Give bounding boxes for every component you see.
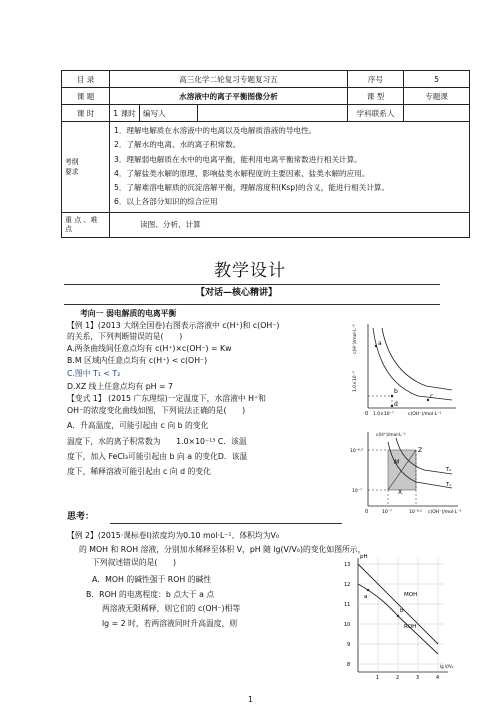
label-roh: ROH [404, 624, 417, 630]
requirement-item: 4．了解盐类水解的原理、影响盐类水解程度的主要因素、盐类水解的应用。 [114, 168, 370, 178]
label-c: c [430, 393, 434, 400]
x-tick-4: 4 [436, 675, 440, 681]
y-tick-9: 9 [347, 642, 351, 648]
y-axis-label: c(H⁺)/mol·L⁻¹ [353, 324, 358, 354]
variant1-option-a: A．升高温度，可能引起由 c 向 b 的变化 [67, 421, 209, 430]
y-tick-12: 12 [344, 582, 351, 588]
y-tick-8: 8 [347, 662, 351, 668]
think-answer-line [110, 523, 342, 524]
point-b [391, 395, 393, 397]
x-tick-label: 1.0×10⁻⁷ [373, 412, 394, 417]
label-z: Z [418, 447, 423, 454]
page-number: 1 [248, 695, 253, 704]
example2-option-c-2: lg = 2 时，若两溶液同时升高温度，则 [102, 619, 238, 628]
x-tick-2: 10⁻⁶·⁵ [409, 510, 423, 514]
variant1-stem-2: OH⁻的浓度变化曲线如图，下列说法正确的是( ) [67, 406, 246, 415]
point-b [397, 615, 399, 617]
section-title: 【对话—核心精讲】 [196, 288, 278, 298]
type-label: 课 型 [348, 88, 404, 105]
serial-value: 5 [404, 71, 470, 88]
row-label-hours: 课 时 [62, 105, 110, 122]
figure-ph-dilution [340, 550, 458, 682]
author-value [198, 105, 348, 122]
section-rule-bottom [64, 304, 440, 305]
x-tick-1: 10⁻⁷ [382, 510, 392, 514]
grid [358, 558, 444, 672]
lesson-topic: 水溶液中的离子平衡图像分析 [110, 88, 348, 105]
x-tick-2: 2 [396, 675, 400, 681]
label-d: d [394, 401, 398, 408]
x-axis-label: c(OH⁻)/mol·L⁻¹ [408, 412, 442, 417]
row-label-syllabus [62, 122, 110, 213]
example1-stem-1: 【例 1】(2013 大纲全国卷)右图表示溶液中 c(H⁺)和 c(OH⁻) [67, 321, 280, 330]
row-label-topic: 课 题 [62, 88, 110, 105]
y-tick-10: 10 [344, 622, 351, 628]
example1-stem-2: 的关系，下列判断错误的是( ) [67, 332, 183, 341]
variant1-option-b: 温度下，水的离子积常数为 1.0×10⁻¹³ C．该温 [67, 437, 247, 446]
point-a [367, 589, 369, 591]
example1-option-b: B.M 区域内任意点均有 c(H⁺) < c(OH⁻) [67, 356, 208, 365]
author-label: 编写人 [140, 105, 198, 122]
origin-label: 0 [365, 509, 369, 514]
example1-option-a: A.两条曲线间任意点均有 c(H⁺)×c(OH⁻) = Kw [67, 344, 232, 353]
example1-option-c: C.图中 T₁ < T₂ [67, 369, 121, 378]
course-title: 高三化学二轮复习专题复习五 [110, 71, 348, 88]
example2-option-c-1: 两溶液无限稀释，则它们的 c(OH⁻)相等 [102, 604, 241, 613]
x-axis-label: lg V/V₀ [440, 664, 454, 669]
type-value: 专题课 [404, 88, 470, 105]
example2-option-a: A．MOH 的碱性强于 ROH 的碱性 [92, 575, 212, 584]
point-a [375, 345, 377, 347]
label-m: M [394, 459, 400, 466]
y-tick-label: 1.0×10⁻⁷ [353, 371, 358, 392]
label-b: b [394, 388, 398, 395]
requirement-item: 6．以上各部分知识的综合应用 [114, 197, 218, 207]
example2-option-b: B．ROH 的电离程度：b 点大于 a 点 [86, 590, 215, 599]
requirement-item: 2．了解水的电离、水的离子积常数。 [114, 140, 241, 150]
y-axis-label: c(H⁺)/mol·L⁻¹ [376, 433, 406, 438]
point-c [427, 399, 429, 401]
direction-heading: 考向一 弱电解质的电离平衡 [80, 309, 177, 318]
y-tick-2: 10⁻⁷ [352, 489, 362, 494]
x-axis-label: c(OH⁻)/mol·L⁻¹ [428, 510, 462, 514]
page-heading: 教学设计 [214, 261, 286, 281]
label-a: a [364, 594, 368, 600]
contact-label: 学科联系人 [348, 105, 404, 122]
requirement-item: 1．理解电解质在水溶液中的电离以及电解质溶液的导电性。 [114, 126, 317, 135]
origin-label: 0 [365, 411, 369, 417]
y-tick-1: 10⁻⁶·⁵ [350, 449, 364, 454]
syllabus-label: 考纲要求 [65, 157, 79, 176]
think-label: 思考： [67, 512, 95, 522]
figure-water-ionization-curves [346, 320, 460, 418]
label-x: X [398, 489, 403, 496]
hours-value: 1 课时 [110, 105, 140, 122]
y-axis-label: pH [360, 554, 368, 560]
row-label-keypoints: 重 点 、难 点 [62, 212, 110, 237]
x-tick-1: 1 [376, 675, 380, 681]
requirement-item: 5．了解难溶电解质的沉淀溶解平衡，理解溶度积(Ksp)的含义，能进行相关计算。 [114, 183, 390, 193]
requirement-item: 3．理解弱电解质在水中的电离平衡，能利用电离平衡常数进行相关计算。 [114, 154, 362, 164]
figure-ion-concentration-region [346, 428, 466, 514]
label-t2: T₂ [446, 467, 452, 473]
example2-stem-3: 下列叙述错误的是( ) [92, 558, 177, 567]
keypoints-value: 读图、分析、计算 [110, 212, 470, 237]
section-rule-top [64, 284, 440, 285]
label-a: a [378, 340, 382, 347]
label-t1: T₁ [446, 482, 452, 488]
y-tick-13: 13 [344, 562, 351, 568]
label-moh: MOH [404, 592, 418, 598]
example2-stem-2: 的 MOH 和 ROH 溶液，分别加水稀释至体积 V，pH 随 lg(V/V₀)的变化如图所示， [79, 545, 366, 554]
variant1-option-d: 度下，稀释溶液可能引起由 c 向 d 的变化 [67, 467, 211, 476]
x-tick-3: 3 [416, 675, 420, 681]
point-d [391, 405, 393, 407]
syllabus-requirements [110, 122, 470, 213]
curve-t2 [382, 328, 452, 390]
example2-stem-1: 【例 2】(2015·课标卷Ⅰ)浓度均为0.10 mol·L⁻¹、体积均为V₀ [67, 531, 279, 540]
serial-label: 序号 [348, 71, 404, 88]
row-label-catalog: 目 录 [62, 71, 110, 88]
variant1-stem-1: 【变式 1】 (2015 广东理综)一定温度下，水溶液中 H⁺和 [67, 394, 266, 403]
variant1-option-c: 度下，加入 FeCl₃可能引起由 b 向 a 的变化D．该温 [67, 452, 248, 461]
label-b: b [400, 608, 404, 614]
contact-value [404, 105, 470, 122]
example1-option-d: D.XZ 线上任意点均有 pH = 7 [67, 382, 173, 391]
y-tick-11: 11 [344, 602, 351, 608]
lesson-info-table [61, 70, 470, 238]
